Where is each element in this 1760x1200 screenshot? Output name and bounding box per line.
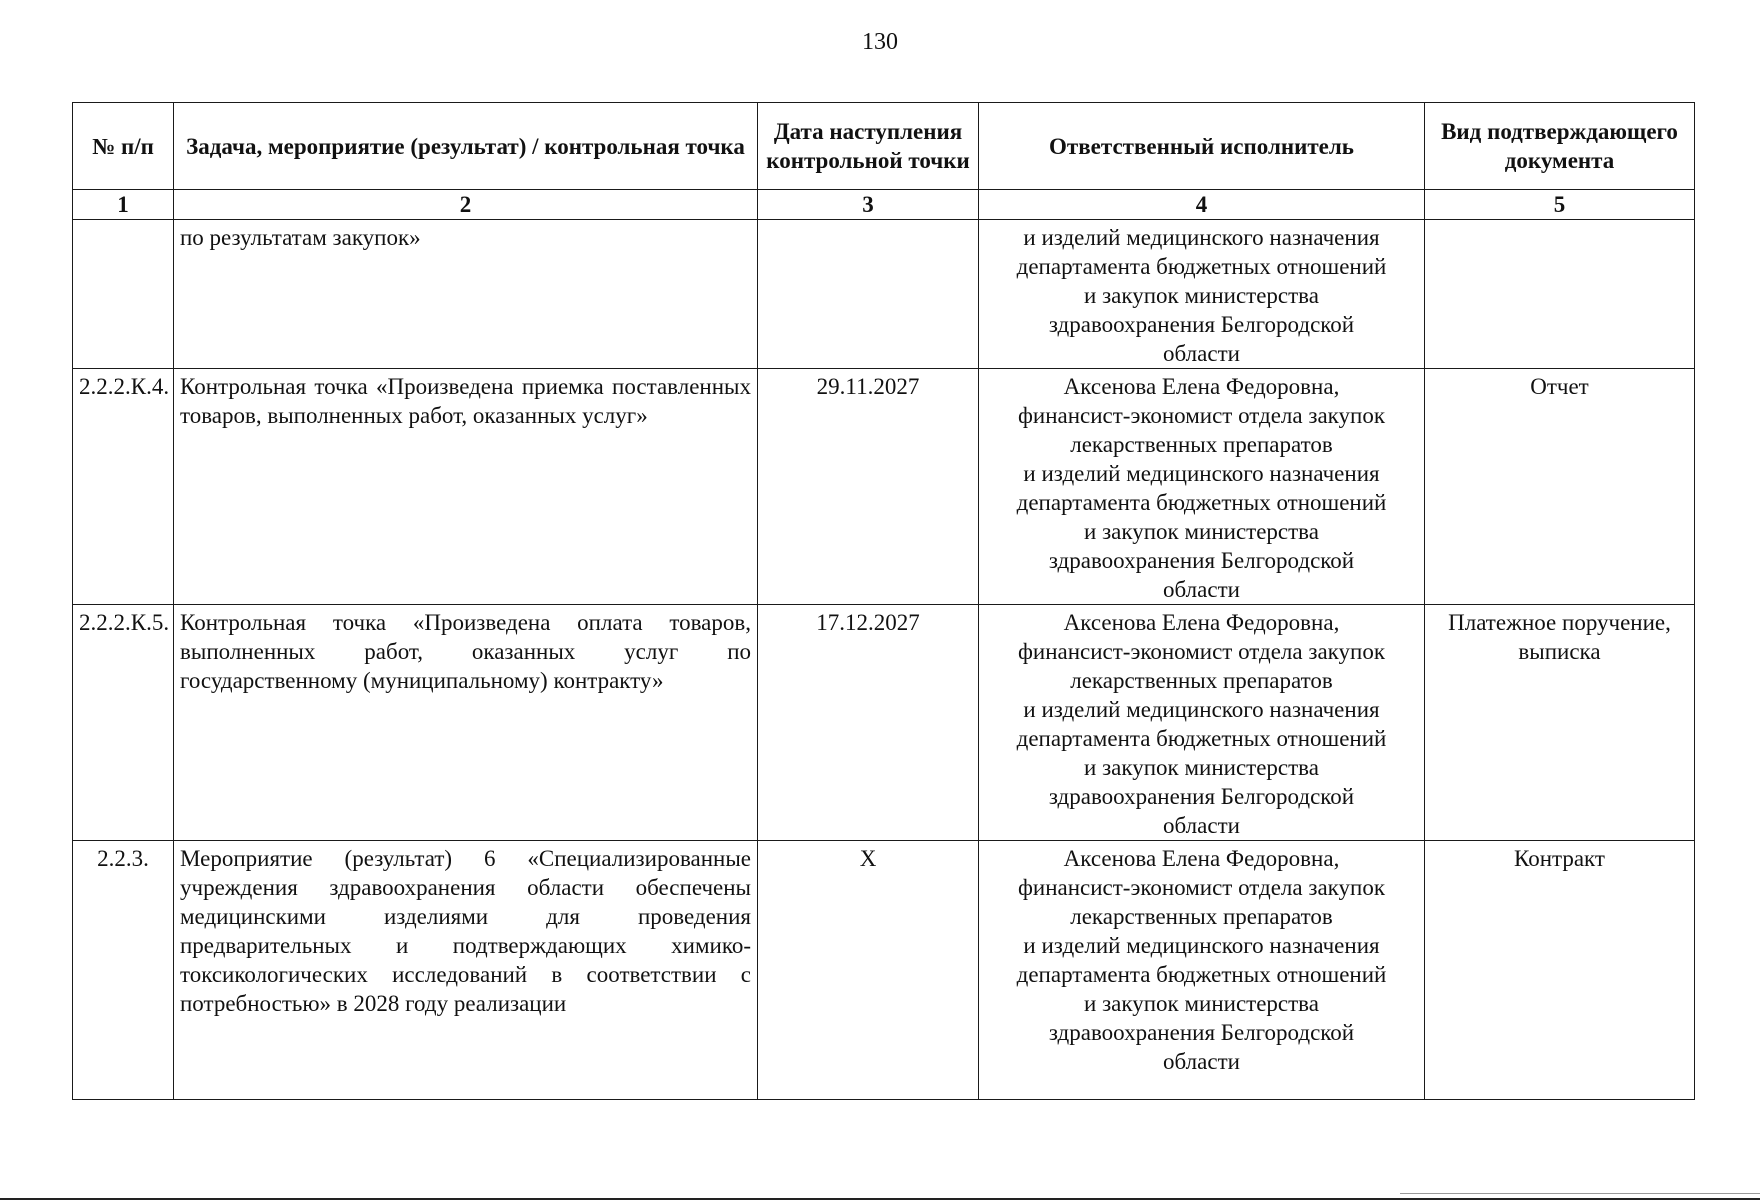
responsible-cell — [979, 841, 1425, 1100]
column-number: 5 — [1425, 190, 1695, 220]
responsible-line: департамента бюджетных отношений — [1016, 490, 1387, 515]
document-type-text: Контракт — [1514, 846, 1605, 871]
header-number: № п/п — [73, 103, 174, 190]
column-number-row — [73, 190, 1695, 220]
table-row — [73, 605, 1695, 841]
responsible-line: и закупок министерства — [1084, 755, 1319, 780]
responsible-line: Аксенова Елена Федоровна, — [1063, 610, 1340, 635]
column-number: 1 — [73, 190, 174, 220]
date-text: 29.11.2027 — [816, 374, 920, 399]
responsible-line: и изделий медицинского назначения — [1023, 933, 1380, 958]
row-number: 2.2.2.К.4. — [79, 374, 170, 399]
responsible-line: департамента бюджетных отношений — [1016, 962, 1387, 987]
table-row — [73, 841, 1695, 1100]
document-type-text — [1431, 220, 1688, 223]
responsible-line: Аксенова Елена Федоровна, — [1063, 374, 1340, 399]
row-number — [79, 220, 167, 223]
task-text: Контрольная точка «Произведена приемка поставленных товаров, выполненных работ, оказанных услуг» — [180, 374, 751, 428]
header-date: Дата наступления контрольной точки — [758, 103, 979, 190]
date-cell — [758, 605, 979, 841]
document-type-cell — [1425, 605, 1695, 841]
column-number: 4 — [979, 190, 1425, 220]
row-number-cell — [73, 841, 174, 1100]
responsible-line: области — [1163, 1049, 1240, 1074]
task-text: Мероприятие (результат) 6 «Специализированные учреждения здравоохранения области обеспечены медицинскими изделиями для проведения предварительных и подтверждающих химико-токсикологических исследований в соответствии с потребностью» в 2028 году реализации — [180, 846, 751, 1016]
task-text: по результатам закупок» — [180, 225, 421, 250]
row-number-cell — [73, 220, 174, 369]
responsible-line: и закупок министерства — [1084, 283, 1319, 308]
column-number: 3 — [758, 190, 979, 220]
control-points-table — [72, 102, 1695, 1100]
table-row — [73, 220, 1695, 369]
task-text: Контрольная точка «Произведена оплата товаров, выполненных работ, оказанных услуг по государственному (муниципальному) контракту» — [180, 610, 751, 693]
document-type-text: Платежное поручение, выписка — [1448, 610, 1671, 664]
scan-edge-line — [1400, 1193, 1760, 1194]
responsible-line: и изделий медицинского назначения — [1023, 461, 1380, 486]
responsible-cell — [979, 605, 1425, 841]
row-number: 2.2.3. — [97, 846, 149, 871]
responsible-line: здравоохранения Белгородской — [1048, 548, 1355, 573]
responsible-cell — [979, 220, 1425, 369]
responsible-line: Аксенова Елена Федоровна, — [1063, 846, 1340, 871]
date-cell — [758, 841, 979, 1100]
responsible-line: области — [1163, 341, 1240, 366]
responsible-cell — [979, 369, 1425, 605]
document-type-cell — [1425, 220, 1695, 369]
date-cell — [758, 220, 979, 369]
responsible-line: финансист-экономист отдела закупок — [1017, 875, 1385, 900]
table-row — [73, 369, 1695, 605]
task-cell — [174, 841, 758, 1100]
responsible-line: финансист-экономист отдела закупок — [1017, 403, 1385, 428]
header-responsible: Ответственный исполнитель — [979, 103, 1425, 190]
document-type-text: Отчет — [1530, 374, 1589, 399]
document-type-cell — [1425, 369, 1695, 605]
responsible-line: здравоохранения Белгородской — [1048, 784, 1355, 809]
task-cell — [174, 369, 758, 605]
responsible-line: здравоохранения Белгородской — [1048, 1020, 1355, 1045]
header-task: Задача, мероприятие (результат) / контрольная точка — [174, 103, 758, 190]
responsible-line: департамента бюджетных отношений — [1016, 726, 1387, 751]
responsible-line: лекарственных препаратов — [1070, 432, 1333, 457]
responsible-line: области — [1163, 577, 1240, 602]
responsible-line: и изделий медицинского назначения — [1023, 225, 1380, 250]
document-type-cell — [1425, 841, 1695, 1100]
row-number-cell — [73, 369, 174, 605]
header-document-type: Вид подтверждающего документа — [1425, 103, 1695, 190]
responsible-line: лекарственных препаратов — [1070, 668, 1333, 693]
responsible-line: финансист-экономист отдела закупок — [1017, 639, 1385, 664]
task-cell — [174, 220, 758, 369]
task-cell — [174, 605, 758, 841]
table-header-row — [73, 103, 1695, 190]
page-number: 130 — [862, 29, 898, 55]
responsible-line: лекарственных препаратов — [1070, 904, 1333, 929]
responsible-line: и изделий медицинского назначения — [1023, 697, 1380, 722]
responsible-line: департамента бюджетных отношений — [1016, 254, 1387, 279]
responsible-line: и закупок министерства — [1084, 991, 1319, 1016]
date-text: Х — [859, 846, 877, 871]
row-number: 2.2.2.К.5. — [79, 610, 170, 635]
date-cell — [758, 369, 979, 605]
responsible-line: и закупок министерства — [1084, 519, 1319, 544]
date-text — [764, 220, 972, 223]
date-text: 17.12.2027 — [816, 610, 920, 635]
column-number: 2 — [174, 190, 758, 220]
responsible-line: здравоохранения Белгородской — [1048, 312, 1355, 337]
row-number-cell — [73, 605, 174, 841]
responsible-line: области — [1163, 813, 1240, 838]
